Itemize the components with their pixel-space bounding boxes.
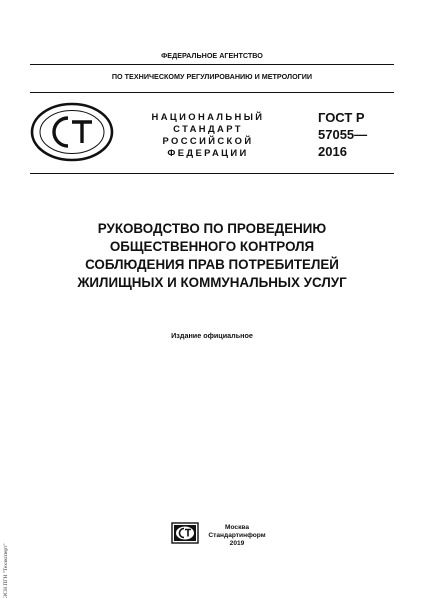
standard-type-line-3: РОССИЙСКОЙ — [162, 135, 254, 146]
publisher-name: Стандартинформ — [208, 532, 266, 539]
standartinform-logo-icon — [171, 522, 199, 544]
document-title-line-4: ЖИЛИЩНЫХ И КОММУНАЛЬНЫХ УСЛУГ — [77, 275, 347, 290]
side-stamp-text: ЭСН ПГН "Техэксперт" — [3, 543, 9, 598]
header-rule-bottom — [30, 173, 394, 174]
document-title-line-3: СОБЛЮДЕНИЯ ПРАВ ПОТРЕБИТЕЛЕЙ — [85, 257, 339, 272]
gost-designation-line-1: ГОСТ Р — [318, 110, 365, 125]
gost-designation-line-3: 2016 — [318, 144, 347, 159]
agency-line-2: ПО ТЕХНИЧЕСКОМУ РЕГУЛИРОВАНИЮ И МЕТРОЛОГИИ — [111, 72, 313, 81]
standard-type-line-4: ФЕДЕРАЦИИ — [167, 147, 249, 158]
publisher-year: 2019 — [229, 540, 245, 547]
header-rule-top — [30, 64, 394, 65]
rst-certification-logo-icon — [30, 102, 114, 162]
document-title-line-2: ОБЩЕСТВЕННОГО КОНТРОЛЯ — [109, 239, 315, 254]
header-rule-middle — [30, 92, 394, 93]
publisher-city: Москва — [224, 524, 250, 531]
gost-designation-line-2: 57055— — [318, 127, 368, 142]
agency-line-1: ФЕДЕРАЛЬНОЕ АГЕНТСТВО — [161, 51, 263, 60]
standard-type-line-2: СТАНДАРТ — [173, 123, 243, 134]
document-title-line-1: РУКОВОДСТВО ПО ПРОВЕДЕНИЮ — [97, 221, 327, 236]
edition-label: Издание официальное — [171, 331, 253, 340]
standard-type-line-1: НАЦИОНАЛЬНЫЙ — [151, 111, 265, 122]
